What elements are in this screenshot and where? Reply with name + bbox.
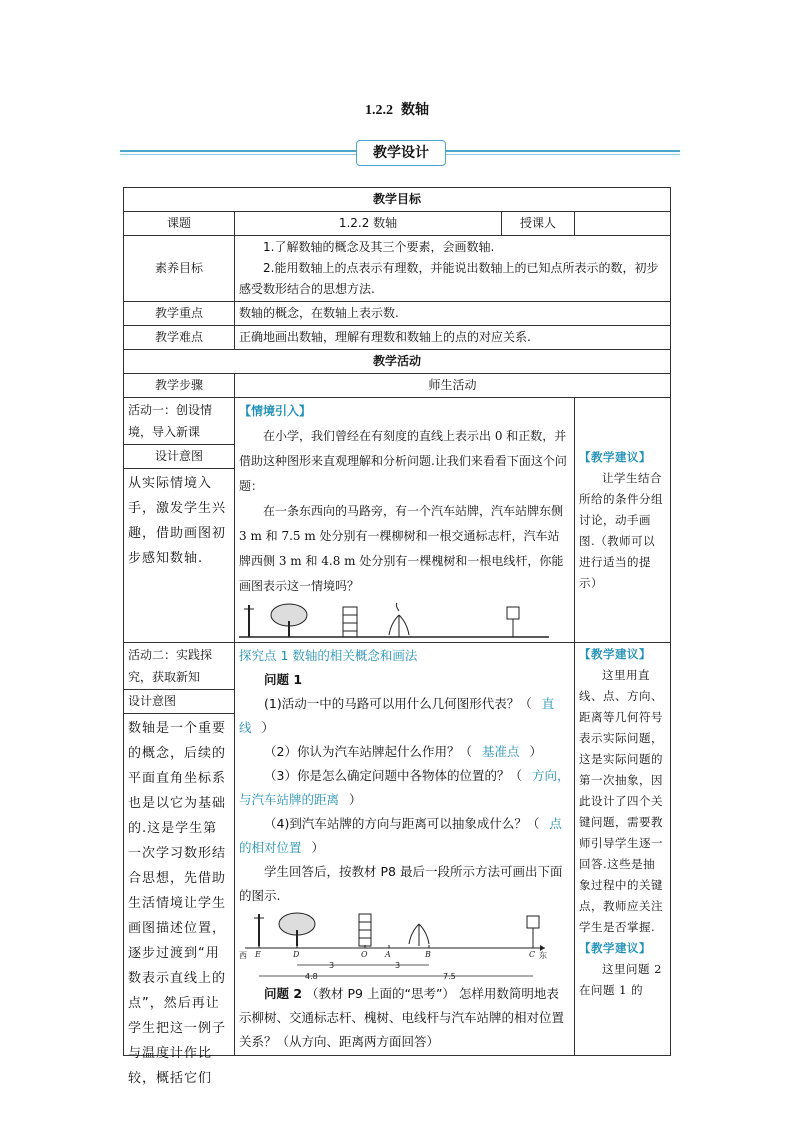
lesson-plan-table bbox=[123, 187, 671, 1086]
steps-label: 教学步骤 bbox=[124, 374, 235, 398]
scenario-heading: 【情境引入】 bbox=[239, 404, 312, 418]
question1-part3-answer: 方向，与汽车站牌的距离 bbox=[239, 768, 570, 807]
question2-text: （教材 P9 上面的“思考”） 怎样用数简明地表示柳树、交通标志杆、槐树、电线杆与汽车站牌的相对位置关系？（从方向、距离两方面回答） bbox=[239, 986, 565, 1049]
activity1-intent-label: 设计意图 bbox=[124, 445, 234, 469]
question2-label: 问题 2 bbox=[264, 986, 303, 1001]
goals-header: 教学目标 bbox=[124, 188, 671, 212]
teacher-student-label: 师生活动 bbox=[235, 374, 671, 398]
activity1-tip-text: 让学生结合所给的条件分组讨论，动手画图.（教师可以进行适当的提示） bbox=[579, 470, 663, 590]
question1-part2-answer: 基准点 bbox=[481, 744, 520, 759]
literacy-goals bbox=[235, 236, 671, 302]
question1-part3: （3）你是怎么确定问题中各物体的位置的？（ 方向，与汽车站牌的距离 ） bbox=[239, 768, 570, 807]
point-label: B bbox=[425, 950, 431, 959]
segment-label: 3 bbox=[329, 961, 335, 970]
segment-label: 3 bbox=[395, 961, 401, 970]
course-label: 课题 bbox=[124, 212, 235, 236]
lesson-title: 数轴 bbox=[401, 102, 429, 118]
activity2-tip1-text: 这里用直线、点、方向、距离等几何符号表示实际问题，这是实际问题的第一次抽象，因此设计了四个关键问题，需要教师引导学生逐一回答.这些是抽象过程中的关键点，教师应关注学生是否掌握. bbox=[579, 668, 663, 934]
activity-header: 教学活动 bbox=[124, 350, 671, 374]
activity2-tip bbox=[575, 643, 671, 1056]
activity2-left bbox=[124, 643, 235, 1086]
scenario-para-1: 在小学，我们曾经在有刻度的直线上表示出 0 和正数，并借助这种图形来直观理解和分析问题.让我们来看看下面这个问题： bbox=[239, 429, 567, 493]
activity1-intent-text: 从实际情境入手，激发学生兴趣，借助画图初步感知数轴. bbox=[128, 476, 227, 566]
activity2-intent-text: 数轴是一个重要的概念，后续的平面直角坐标系也是以它为基础的.这是学生第一次学习数形结合思想，先借助生活情境让学生画图描述位置，逐步过渡到“用数表示直线上的点”，然后再让学生把这一例子与温度计作比较，概括它们 bbox=[128, 721, 227, 1086]
point-label: O bbox=[361, 950, 368, 959]
question1-part4: （4)到汽车站牌的方向与距离可以抽象成什么？（ 点的相对位置 ） bbox=[239, 816, 562, 855]
activity2-intent-label: 设计意图 bbox=[124, 690, 234, 714]
activity1-title: 活动一：创设情境，导入新课 bbox=[124, 398, 234, 445]
activity1-tip bbox=[575, 398, 671, 643]
segment-label: 7.5 bbox=[443, 972, 456, 981]
axis-east-label: 东 bbox=[539, 951, 547, 960]
explore-heading: 探究点 1 数轴的相关概念和画法 bbox=[239, 648, 418, 663]
scenario-para-2: 在一条东西向的马路旁，有一个汽车站牌，汽车站牌东侧 3 m 和 7.5 m 处分别有一棵柳树和一根交通标志杆，汽车站牌西侧 3 m 和 4.8 m 处分别有一棵槐树和一根电线杆，你能画图表示这一情境吗？ bbox=[239, 504, 564, 593]
lesson-number: 1.2.2 bbox=[365, 103, 393, 118]
teacher-value bbox=[575, 212, 671, 236]
activity1-tip-head: 【教学建议】 bbox=[579, 449, 651, 464]
activity2-tip2-text: 这里问题 2 在问题 1 的 bbox=[579, 962, 662, 997]
activity2-content bbox=[235, 643, 575, 1056]
difficulty-value: 正确地画出数轴，理解有理数和数轴上的点的对应关系. bbox=[235, 326, 671, 350]
point-label: C bbox=[529, 950, 536, 959]
question1-part1-answer: 直线 bbox=[239, 696, 555, 735]
number-line-illustration bbox=[239, 910, 549, 982]
section-band bbox=[120, 140, 680, 166]
question1-part2: （2）你认为汽车站牌起什么作用？（ 基准点 ） bbox=[264, 744, 542, 759]
point-label: E bbox=[255, 950, 261, 959]
page-title bbox=[0, 99, 794, 119]
axis-west-label: 西 bbox=[239, 951, 247, 960]
band-title: 教学设计 bbox=[356, 140, 446, 166]
question2 bbox=[239, 982, 570, 1054]
question1-label: 问题 1 bbox=[264, 672, 303, 687]
difficulty-label: 教学难点 bbox=[124, 326, 235, 350]
point-label: A bbox=[385, 950, 391, 959]
after-answer-text: 学生回答后，按教材 P8 最后一段所示方法可画出下面的图示. bbox=[239, 864, 563, 903]
street-scene-illustration bbox=[239, 601, 549, 641]
segment-label: 4.8 bbox=[305, 972, 318, 981]
key-value: 数轴的概念，在数轴上表示数. bbox=[235, 302, 671, 326]
activity2-title: 活动二：实践探究，获取新知 bbox=[124, 643, 234, 690]
question1-part1: (1)活动一中的马路可以用什么几何图形代表？（ 直线 ） bbox=[239, 696, 555, 735]
course-value: 1.2.2 数轴 bbox=[235, 212, 502, 236]
activity2-tip1-head: 【教学建议】 bbox=[579, 647, 651, 661]
activity1-left bbox=[124, 398, 235, 643]
activity1-content bbox=[235, 398, 575, 643]
key-label: 教学重点 bbox=[124, 302, 235, 326]
teacher-label: 授课人 bbox=[502, 212, 575, 236]
question1-part4-answer: 点的相对位置 bbox=[239, 816, 562, 855]
literacy-label: 素养目标 bbox=[124, 236, 235, 302]
point-label: D bbox=[293, 950, 300, 959]
activity2-tip2-head: 【教学建议】 bbox=[579, 941, 651, 955]
literacy-goal-2: 2.能用数轴上的点表示有理数，并能说出数轴上的已知点所表示的数，初步感受数形结合的思想方法. bbox=[239, 261, 659, 296]
literacy-goal-1: 1.了解数轴的概念及其三个要素，会画数轴. bbox=[263, 240, 495, 254]
